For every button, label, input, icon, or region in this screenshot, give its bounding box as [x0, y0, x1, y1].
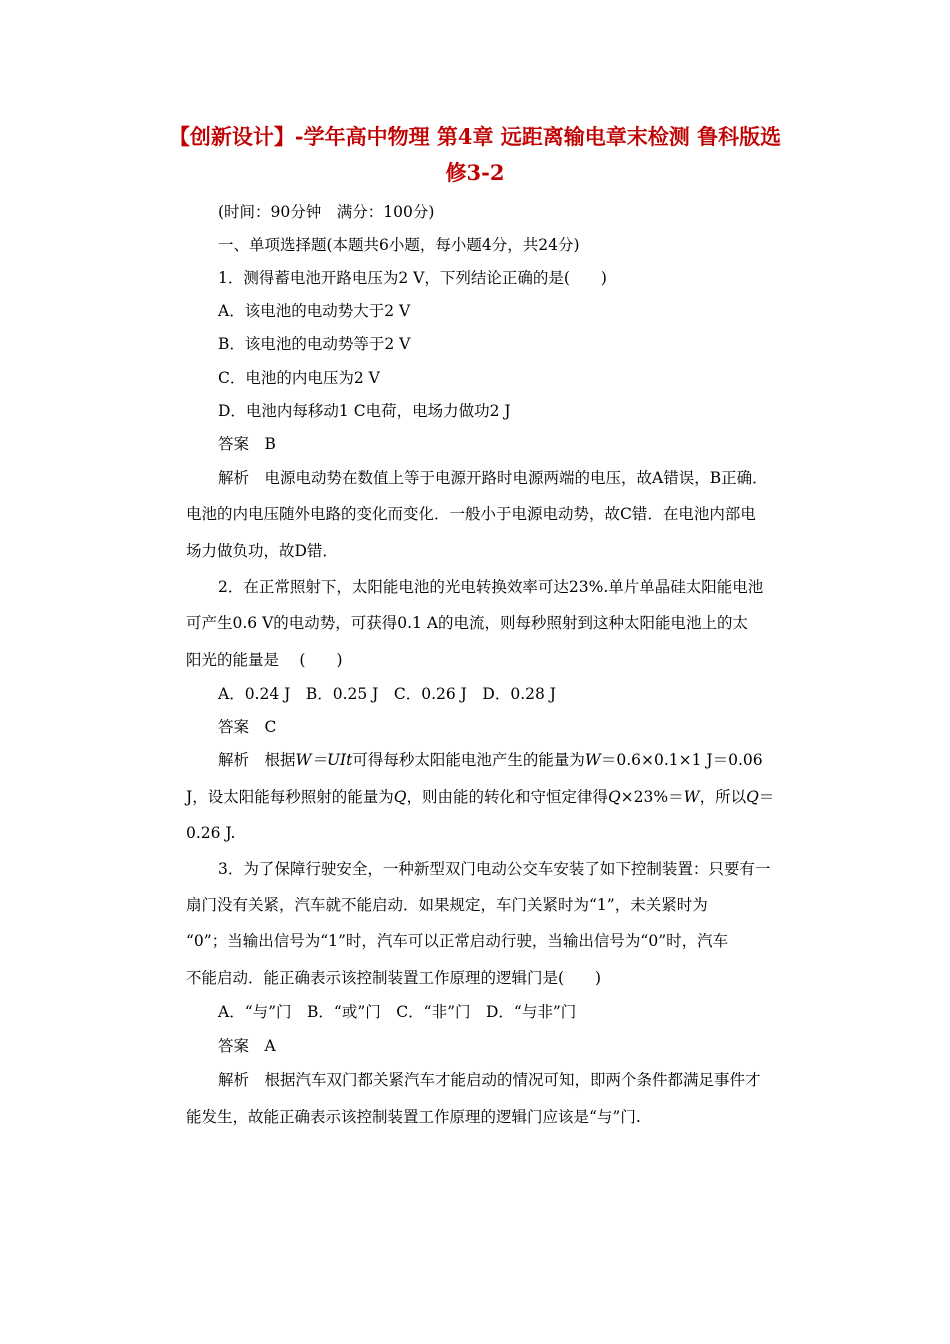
q1-option-a: A．该电池的电动势大于2 V [218, 302, 411, 320]
q1-option-b: B．该电池的电动势等于2 V [218, 335, 411, 353]
q2-variable-w: W [683, 788, 700, 806]
q3-stem-line-4: 不能启动．能正确表示该控制装置工作原理的逻辑门是( ) [186, 969, 602, 987]
q1-answer: 答案 B [218, 435, 276, 453]
q2-variable-q: Q [746, 788, 759, 806]
q2-analysis-text: J，设太阳能每秒照射的能量为 [186, 788, 394, 806]
q2-analysis-text: ×23%＝ [620, 788, 684, 806]
q2-variable-q: Q [607, 788, 621, 806]
q2-analysis-line-1 [218, 748, 763, 772]
time-info: (时间：90分钟 满分：100分) [218, 203, 435, 221]
q3-stem-line-3: “0”；当输出信号为“1”时，汽车可以正常启动行驶，当输出信号为“0”时，汽车 [186, 932, 729, 950]
q2-analysis-line-2 [186, 785, 774, 809]
q1-analysis-line-3: 场力做负功，故D错． [186, 542, 338, 560]
q1-analysis-line-1: 解析 电源电动势在数值上等于电源开路时电源两端的电压，故A错误，B正确． [218, 469, 768, 487]
q3-analysis-line-1: 解析 根据汽车双门都关紧汽车才能启动的情况可知，即两个条件都满足事件才 [218, 1071, 761, 1089]
q2-stem-line-2: 可产生0.6 V的电动势，可获得0.1 A的电流，则每秒照射到这种太阳能电池上的太 [186, 614, 749, 632]
q2-analysis-text: ＝ [758, 788, 775, 806]
q1-option-c: C．电池的内电压为2 V [218, 369, 380, 387]
q2-stem-line-1: 2．在正常照射下，太阳能电池的光电转换效率可达23%.单片单晶硅太阳能电池 [218, 578, 764, 596]
q1-analysis-line-2: 电池的内电压随外电路的变化而变化．一般小于电源电动势，故C错．在电池内部电 [186, 505, 756, 523]
q2-variable-q: Q [393, 788, 407, 806]
q1-option-d: D．电池内每移动1 C电荷，电场力做功2 J [218, 402, 511, 420]
q2-analysis-text: ＝0.6×0.1×1 J＝0.06 [600, 751, 763, 769]
q2-analysis-text: ，所以 [699, 788, 747, 806]
q2-formula: W＝UIt [295, 751, 353, 769]
q2-variable-w: W [584, 751, 601, 769]
q3-stem-line-1: 3．为了保障行驶安全，一种新型双门电动公交车安装了如下控制装置：只要有一 [218, 860, 771, 878]
document-title-line-2: 修3-2 [445, 160, 505, 185]
q3-analysis-line-2: 能发生，故能正确表示该控制装置工作原理的逻辑门应该是“与”门. [186, 1108, 641, 1126]
q2-analysis-line-3: 0.26 J. [186, 824, 236, 842]
q3-stem-line-2: 扇门没有关紧，汽车就不能启动．如果规定，车门关紧时为“1”，未关紧时为 [186, 896, 708, 914]
q3-answer: 答案 A [218, 1037, 276, 1055]
q2-analysis-text: 可得每秒太阳能电池产生的能量为 [352, 751, 585, 769]
q2-analysis-text: 解析 根据 [218, 751, 296, 769]
section-heading: 一、单项选择题(本题共6小题，每小题4分，共24分) [218, 236, 580, 254]
q2-stem-line-3: 阳光的能量是 ( ) [186, 651, 343, 669]
q2-answer: 答案 C [218, 718, 277, 736]
q2-options: A．0.24 J B．0.25 J C．0.26 J D．0.28 J [218, 685, 556, 703]
q1-stem: 1．测得蓄电池开路电压为2 V，下列结论正确的是( ) [218, 269, 607, 287]
q2-analysis-text: ，则由能的转化和守恒定律得 [406, 788, 608, 806]
document-title-line-1: 【创新设计】-学年高中物理 第4章 远距离输电章末检测 鲁科版选 [168, 124, 782, 149]
q3-options: A．“与”门 B．“或”门 C．“非”门 D．“与非”门 [218, 1003, 577, 1021]
